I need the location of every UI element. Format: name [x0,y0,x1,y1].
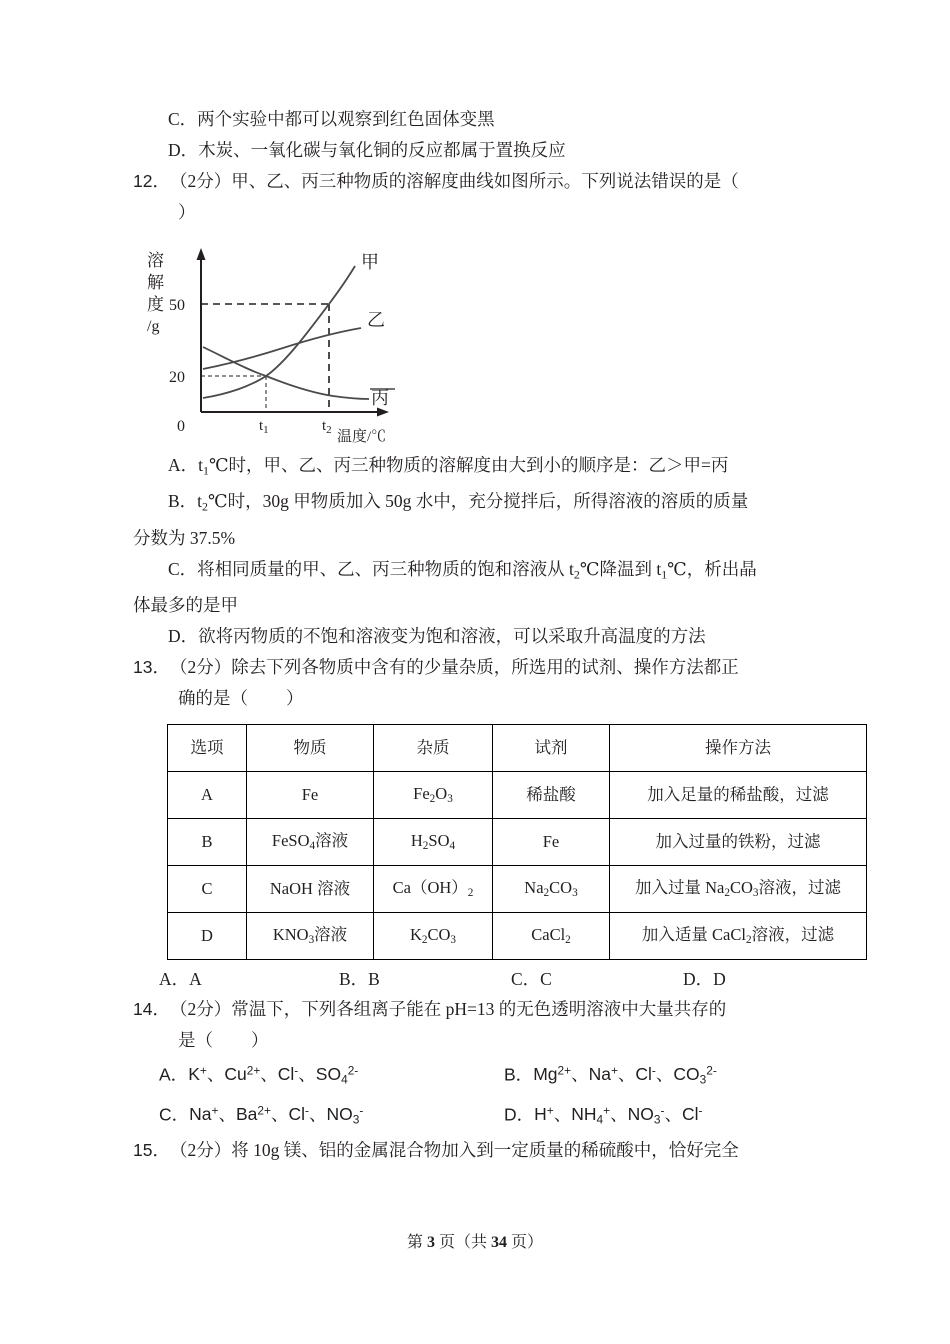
q14-number: 14． [133,998,170,1019]
ion-token: $NH_4^+$ [571,1103,611,1127]
footer-middle: 页（共 [438,1234,487,1251]
footer-prefix: 第 [406,1234,423,1251]
ion-token: Cl- [288,1103,309,1124]
origin-label: 0 [177,418,185,435]
ion-token: 、 [308,1104,327,1124]
q12-option-a-sub: 1 [203,463,209,478]
q12-option-c-line2: 体最多的是甲 [133,594,238,615]
ion-token: $NO_3^-$ [326,1103,364,1127]
curve-label-jia: 甲 [361,252,379,272]
q14-option-a[interactable] [159,1056,504,1096]
q13-stem [133,652,823,683]
q14-stem-line2-text: 是（ [178,1029,213,1050]
q12-stem [133,166,823,197]
table-header-method: 操作方法 [610,724,867,771]
ion-token: $NO_3^-$ [627,1103,665,1127]
table-header-impurity: 杂质 [374,724,493,771]
ion-token: 、 [617,1064,636,1085]
table-cell-impurity: $Ca(OH)_2$ [374,865,493,912]
ion-token: Cl- [277,1063,299,1085]
ion-token: 、 [270,1104,289,1124]
q13-answer-row [159,964,823,994]
q14-option-b[interactable] [504,1056,717,1096]
q14-score: （2分） [169,998,232,1019]
x-tick-t2: $t_2$ [322,418,332,436]
q12-option-c-sub1: 2 [573,566,580,581]
y-axis-label-char-3: /g [147,318,160,335]
table-body [168,771,867,959]
table-row [168,771,867,818]
q12-option-b-rest: ℃时，30g 甲物质加入 50g 水中，充分搅拌后，所得溶液的溶质的质量 [208,491,749,512]
ion-token: Na+ [588,1063,618,1085]
q14-stem-text: 常温下，下列各组离子能在 pH=13 的无色透明溶液中大量共存的 [231,998,727,1019]
q14-stem-close: ） [251,1029,269,1050]
y-axis-label-char-0: 溶 [147,251,164,270]
ion-token: 、 [571,1064,589,1085]
q12-option-d: D．欲将丙物质的不饱和溶液变为饱和溶液，可以采取升高温度的方法 [168,625,706,646]
table-cell-method: 加入过量的铁粉，过滤 [610,818,867,865]
q12-option-c [133,554,823,590]
table-cell-option: C [168,865,247,912]
q13-answer-d[interactable]: D．D [683,968,726,989]
table-cell-option: B [168,818,247,865]
q12-option-b [133,486,823,522]
ion-token: $Ba^{2+}$ [235,1103,271,1124]
q13-stem-text: 除去下列各物质中含有的少量杂质，所选用的试剂、操作方法都正 [231,656,739,677]
footer-suffix: 页） [511,1234,544,1251]
q14-option-row-1 [159,1056,823,1096]
q13-answer-a[interactable]: A．A [159,968,202,989]
q12-option-b-sub: 2 [202,499,208,514]
q14-option-d[interactable] [504,1096,702,1136]
page-footer [0,1229,950,1252]
q14-option-row-2 [159,1096,823,1136]
footer-page-number: 3 [426,1234,435,1251]
ion-token: 、 [298,1064,316,1085]
curve-bing [203,347,369,399]
q12-option-b-line2: 分数为 37.5% [133,527,236,548]
q14-option-c-label: C． [159,1104,190,1124]
q12-option-c-prefix: C．将相同质量的甲、乙、丙三种物质的饱和溶液从 t [168,558,574,579]
q12-stem-close: ） [178,202,196,222]
footer-total-pages: 34 [491,1234,507,1251]
table-cell-substance: NaOH 溶液 [247,865,374,912]
ion-token: Cl- [681,1103,703,1124]
q12-option-c-rest: ℃，析出晶 [667,558,757,579]
q11-option-d: D．木炭、一氧化碳与氧化铜的反应都属于置换反应 [168,140,566,160]
q13-score: （2分） [169,656,232,677]
table-cell-option: D [168,912,247,959]
ion-token: $Cu^{2+}$ [224,1063,261,1085]
q12-option-c-sub2: 1 [661,566,668,581]
table-header-option: 选项 [168,724,247,771]
q12-option-a [133,450,823,486]
q12-score: （2分） [169,171,232,191]
table-row [168,865,867,912]
q13-answer-b[interactable]: B．B [339,968,380,989]
curve-jia [203,266,355,398]
table-cell-impurity: $K_2CO_3$ [374,912,493,959]
q13-stem-line2 [133,683,823,714]
y-tick-50: 50 [169,297,185,314]
ion-token: Na+ [189,1103,219,1124]
q14-option-a-label: A． [159,1064,189,1085]
ion-token: $Mg^{2+}$ [533,1063,572,1085]
ion-token: H+ [534,1103,554,1124]
q15-score: （2分） [169,1140,232,1161]
x-tick-t1: $t_1$ [259,418,269,436]
table-header-reagent: 试剂 [493,724,610,771]
table-row [168,818,867,865]
curve-label-yi: 乙 [367,310,385,330]
table-cell-reagent: Fe [493,818,610,865]
q14-stem [133,994,823,1025]
impurity-removal-table [167,724,867,960]
q15-number: 15． [133,1140,170,1161]
q11-option-c: C．两个实验中都可以观察到红色固体变黑 [168,109,495,129]
q15-stem-text: 将 10g 镁、铝的金属混合物加入到一定质量的稀硫酸中，恰好完全 [231,1140,739,1161]
q12-option-a-prefix: A．t [168,455,203,475]
table-cell-substance: FeSO$_4$溶液 [247,818,374,865]
q12-option-a-rest: ℃时，甲、乙、丙三种物质的溶解度由大到小的顺序是：乙＞甲=丙 [208,455,729,475]
ion-token: 、 [206,1064,225,1085]
table-cell-impurity: $H_2SO_4$ [374,818,493,865]
x-axis-label: 温度/℃ [337,429,387,445]
table-row [168,912,867,959]
y-axis-label-char-1: 解 [147,273,164,292]
table-cell-reagent: 稀盐酸 [493,771,610,818]
y-axis-label-char-2: 度 [147,295,164,314]
q12-number: 12． [133,171,170,191]
q13-answer-c[interactable]: C．C [511,968,552,989]
curve-label-bing: 丙 [371,388,389,408]
table-cell-impurity: $Fe_2O_3$ [374,771,493,818]
table-cell-option: A [168,771,247,818]
y-axis-arrow [197,248,206,260]
ion-token: 、 [610,1104,628,1124]
ion-token: 、 [664,1104,682,1124]
ion-token: 、 [655,1064,674,1085]
q12-option-c-mid: ℃降温到 t [579,558,662,579]
table-cell-substance: Fe [247,771,374,818]
ion-token: $CO_3^{2-}$ [673,1063,717,1087]
ion-token: 、 [218,1104,236,1124]
q14-option-b-label: B． [504,1064,534,1085]
table-cell-reagent: CaCl$_2$ [493,912,610,959]
q14-option-d-label: D． [504,1104,535,1124]
ion-token: Cl- [635,1063,656,1085]
q12-stem-text: 甲、乙、丙三种物质的溶解度曲线如图所示。下列说法错误的是（ [231,171,739,191]
q14-option-c[interactable] [159,1096,504,1136]
solubility-curve-figure [133,234,823,446]
ion-token: K+ [188,1063,207,1085]
q13-stem-line2-text: 确的是（ [178,687,248,708]
q14-stem-line2 [133,1025,823,1056]
q12-option-b-prefix: B．t [168,491,203,512]
table-header-row [168,724,867,771]
table-cell-substance: $KNO_3$溶液 [247,912,374,959]
ion-token: 、 [553,1104,572,1124]
table-cell-method: 加入足量的稀盐酸，过滤 [610,771,867,818]
table-header-substance: 物质 [247,724,374,771]
q13-stem-close: ） [286,687,304,708]
ion-token: 、 [260,1064,278,1085]
table-cell-method: 加入过量 $Na_2CO_3$溶液，过滤 [610,865,867,912]
x-axis-arrow [377,408,389,417]
q13-number: 13． [133,656,170,677]
ion-token: $SO_4^{2-}$ [315,1063,359,1087]
table-cell-method: 加入适量 CaCl$_2$溶液，过滤 [610,912,867,959]
y-tick-20: 20 [169,369,185,386]
page-content [133,104,841,1166]
table-cell-reagent: $Na_2CO_3$ [493,865,610,912]
solubility-chart [133,234,433,446]
q15-stem [133,1135,823,1166]
